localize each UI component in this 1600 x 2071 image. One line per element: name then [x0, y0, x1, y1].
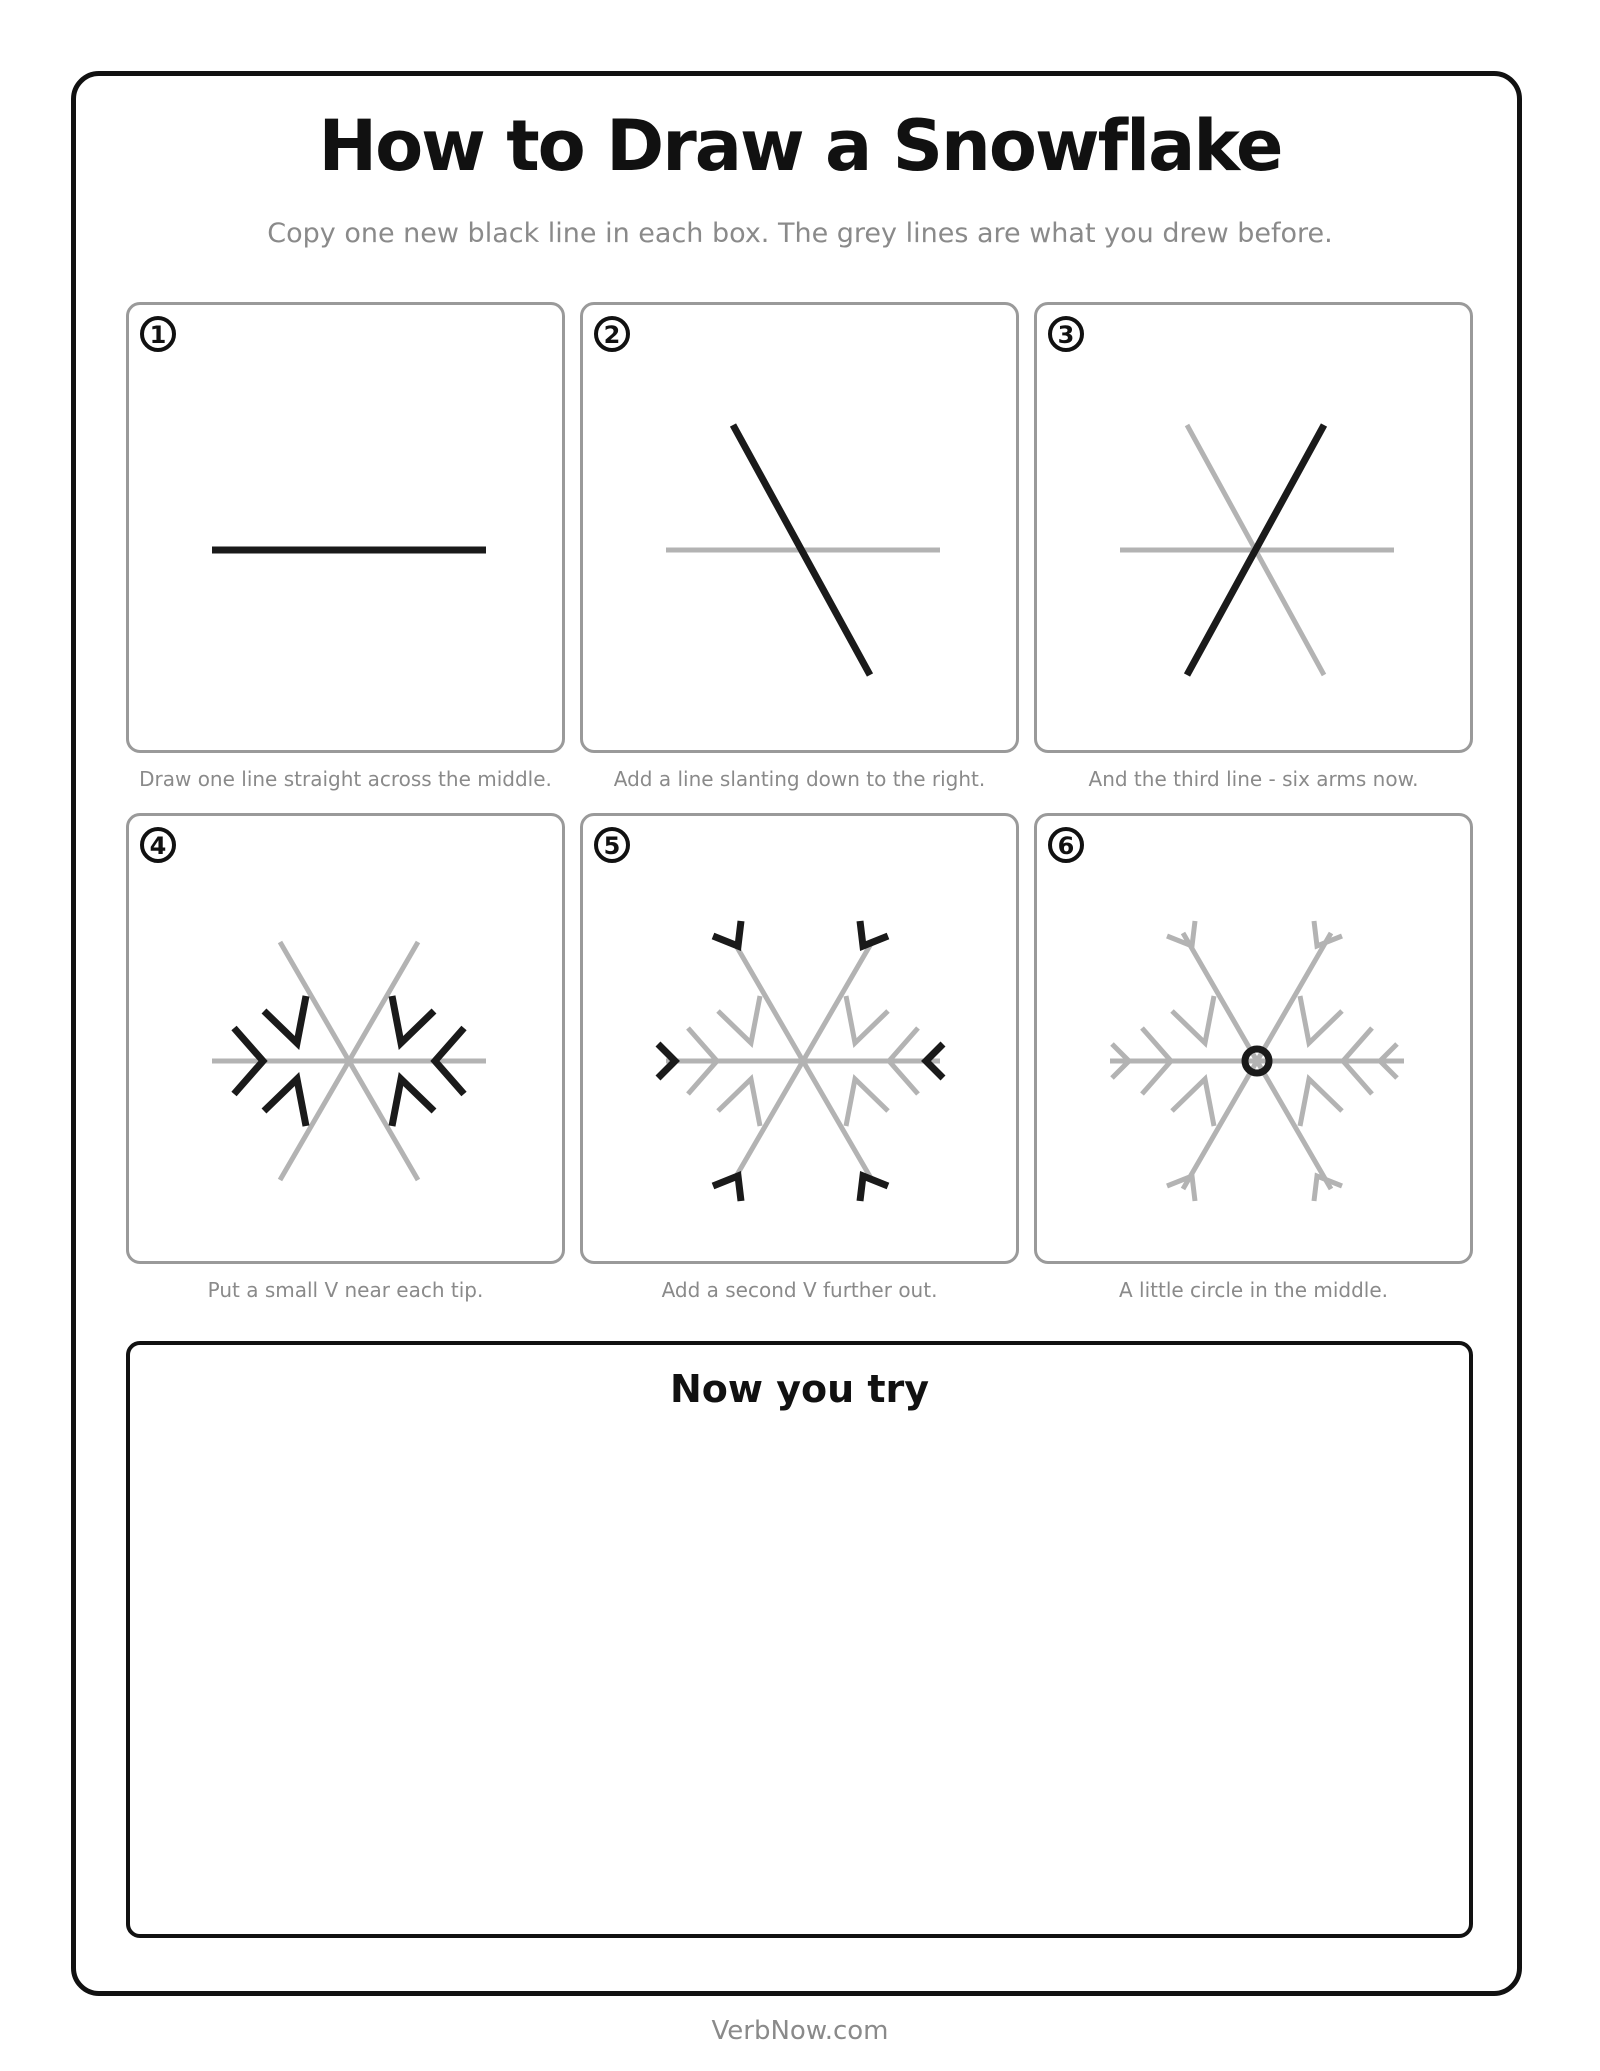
step-4-caption: Put a small V near each tip. — [207, 1278, 484, 1302]
step-2-panel — [580, 302, 1019, 753]
step-2-drawing — [583, 305, 1016, 750]
practice-label: Now you try — [669, 1367, 930, 1411]
step-6-number: 6 — [1048, 827, 1084, 863]
step-1-drawing — [129, 305, 562, 750]
step-3-drawing — [1037, 305, 1470, 750]
practice-drawing-area[interactable] — [126, 1341, 1473, 1938]
step-6-panel — [1034, 813, 1473, 1264]
step-2-caption: Add a line slanting down to the right. — [613, 767, 986, 791]
step-3-caption: And the third line - six arms now. — [1088, 767, 1419, 791]
page-title: How to Draw a Snowflake — [318, 105, 1282, 187]
step-6-caption: A little circle in the middle. — [1118, 1278, 1389, 1302]
step-5-caption: Add a second V further out. — [661, 1278, 938, 1302]
footer-brand: VerbNow.com — [711, 2016, 889, 2046]
step-1-number: 1 — [140, 316, 176, 352]
snowflake-arms — [212, 942, 486, 1180]
page-subtitle: Copy one new black line in each box. The grey lines are what you drew before. — [267, 218, 1333, 249]
step-5-drawing — [583, 816, 1016, 1261]
step-3-panel — [1034, 302, 1473, 753]
step-4-drawing — [129, 816, 562, 1261]
step-4-number: 4 — [140, 827, 176, 863]
step-6-drawing — [1037, 816, 1470, 1261]
step-5-number: 5 — [594, 827, 630, 863]
step-1-panel — [126, 302, 565, 753]
step-2-number: 2 — [594, 316, 630, 352]
step-1-caption: Draw one line straight across the middle. — [139, 767, 552, 791]
step-5-panel — [580, 813, 1019, 1264]
step-3-number: 3 — [1048, 316, 1084, 352]
snowflake-arms — [666, 942, 940, 1180]
step-4-panel — [126, 813, 565, 1264]
snowflake-arms — [1110, 921, 1404, 1201]
